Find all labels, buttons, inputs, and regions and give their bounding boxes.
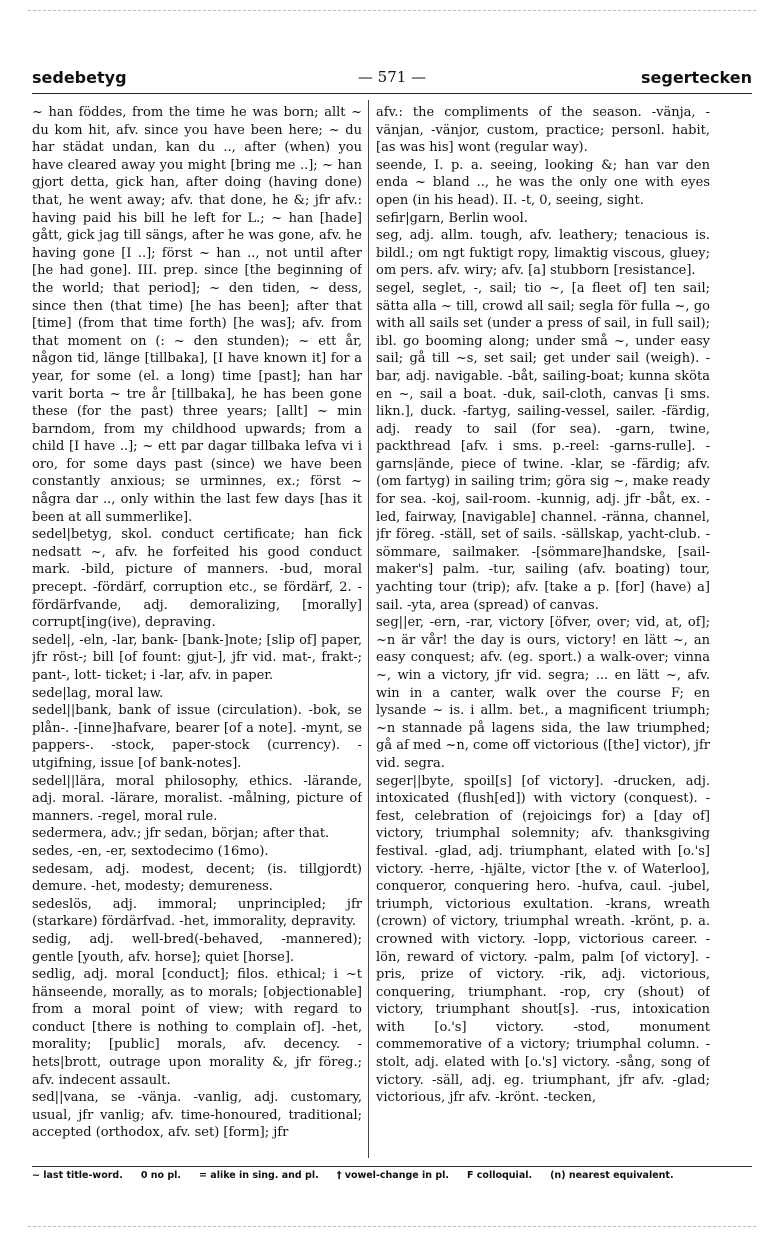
header-last-word: segertecken bbox=[640, 68, 752, 87]
entry-sefirgarn: sefir|garn, Berlin wool. bbox=[376, 210, 528, 226]
right-column bbox=[376, 104, 710, 1158]
header-rule bbox=[32, 93, 752, 94]
entry-segel: segel, seglet, -, sail; tio ~, [a fleet of] ten sail; sätta alla ~ till, crowd all sail; segla för fulla ~, go with all sails set (under a press of sail, in full sail); ibl. go booming along; under små ~, under easy sail; gå till ~s, set sail; get under sail (weigh). -bar, adj. navigable. -båt, sailing-boat; kunna sköta en ~, sail a boat. -duk, sail-cloth, canvas [i sms. likn.], duck. -fartyg, sailing-vessel, sailer. -färdig, adj. ready to sail (for sea). -garn, twine, packthread [afv. i sms. p.-reel: -garns-rulle]. -garns|ände, piece of twine. -klar, se -färdig; afv. (om fartyg) in sailing trim; göra sig ~, make ready for sea. -koj, sail-room. -kunnig, adj. jfr -båt, ex. -led, fairway, [navigable] channel. -ränna, channel, jfr föreg. -ställ, set of sails. -sällskap, yacht-club. -sömmare, sailmaker. -[sömmare]handske, [sail-maker's] palm. -tur, sailing (afv. boating) tour, yachting tour (trip); afv. [take a p. [for] (have) a] sail. -yta, area (spread) of canvas. bbox=[376, 280, 710, 613]
entry-sedlig: sedlig, adj. moral [conduct]; filos. ethical; i ~t hänseende, morally, as to morals; [objectionable] from a moral point of view; with regard to conduct [there is nothing to complain of]. -het, morality; [public] morals, afv. decency. -hets|brott, outrage upon morality &, jfr föreg.; afv. indecent assault. bbox=[32, 967, 362, 1088]
entry-sedebetyg: sedel|betyg, skol. conduct certificate; han fick nedsatt ~, afv. he forfeited his good conduct mark. -bild, picture of manners. -bud, moral precept. -fördärf, corruption etc., se fördärf, 2. -fördärfvande, adj. demoralizing, [morally] corrupt[ing(ive), depraving. bbox=[32, 527, 362, 631]
entry-sedes: sedes, -en, -er, sextodecimo (16mo). bbox=[32, 843, 269, 859]
entry-sedelara: sedel||lära, moral philosophy, ethics. -lärande, adj. moral. -lärare, moralist. -målning, picture of manners. -regel, moral rule. bbox=[32, 773, 362, 824]
key-nearest-equivalent: (n) nearest equivalent. bbox=[550, 1170, 674, 1181]
page-header bbox=[32, 68, 752, 92]
entry-seg: seg, adj. allm. tough, afv. leathery; tenacious is. bildl.; om ngt fuktigt ropy, limaktig viscous, gluey; om pers. afv. wiry; afv. [a] stubborn [resistance]. bbox=[376, 228, 710, 279]
entry-sedvana: sed||vana, se -vänja. -vanlig, adj. customary, usual, jfr vanlig; afv. time-honoured, traditional; accepted (orthodox, afv. set) [form]; jfr bbox=[32, 1090, 362, 1141]
entry-sedelag: sede|lag, moral law. bbox=[32, 685, 164, 701]
key-colloquial: F colloquial. bbox=[467, 1170, 533, 1181]
entry-sedig: sedig, adj. well-bred(-behaved, -mannered); gentle [youth, afv. horse]; quiet [horse]. bbox=[32, 931, 362, 965]
entry-sedvanja-continued: afv.: the compliments of the season. -vänja, -vänjan, -vänjor, custom, practice; personl. habit, [as was his] wont (regular way). bbox=[376, 105, 710, 156]
abbreviation-key bbox=[32, 1170, 752, 1181]
key-no-plural: 0 no pl. bbox=[140, 1170, 182, 1181]
entry-sedel: sedel|, -eln, -lar, bank- [bank-]note; [slip of] paper, jfr röst-; bill [of fount: gjut-], jfr vid. mat-, frakt-; pant-, lott- ticket; i -lar, afv. in paper. bbox=[32, 632, 362, 683]
header-first-word: sedebetyg bbox=[32, 68, 127, 87]
page-number: — 571 — bbox=[357, 68, 427, 86]
key-vowel-change: † vowel-change in pl. bbox=[336, 1170, 449, 1181]
top-edge-line bbox=[28, 10, 756, 11]
entry-seger: seg||er, -ern, -rar, victory [öfver, over; vid, at, of]; ~n är vår! the day is ours, victory! en lätt ~, an easy conquest; afv. (eg. sport.) a walk-over; vinna ~, win a victory, jfr vid. segra; ... en lätt ~, afv. win in a canter, walk over the course F; en lysande ~ is. i allm. bet., a magnificent triumph; ~n stannade på lagens sida, the law triumphed; gå af med ~n, come off victorious ([the] victor), jfr vid. segra. bbox=[376, 615, 710, 771]
column-divider bbox=[368, 100, 369, 1158]
entry-sedelbank: sedel||bank, bank of issue (circulation). -bok, se plån-. -[inne]hafvare, bearer [of a note]. -mynt, se pappers-. -stock, paper-stock (currency). -utgifning, issue [of bank-notes]. bbox=[32, 703, 362, 771]
bottom-edge-line bbox=[28, 1226, 756, 1227]
entry-sedan-continued: ~ han föddes, from the time he was born; allt ~ du kom hit, afv. since you have been here; ~ du har städat undan, kan du .., after (when) you have cleared away you might [bring me ..]; ~ han gjort detta, gick han, after doing (having done) that, he went away; afv. that done, he &; jfr afv.: having paid his bill he left for L.; ~ han [hade] gått, gick jag till sängs, after he was gone, afv. he having gone [I ..]; först ~ han .., not until after [he had gone]. III. prep. since [the beginning of the world; that period]; ~ den tiden, ~ dess, since then (that time) [he has been]; after that [time] (from that time forth) [he was]; afv. from that moment on (: ~ den stunden); ~ ett år, någon tid, länge [tillbaka], [I have known it] for a year, for some (el. a long) time [past]; han har varit borta ~ tre år [tillbaka], he has been gone these (for the past) three years; [allt] ~ min barndom, from my childhood upwards; from a child [I have ..]; ~ ett par dagar tillbaka lefva vi i oro, for some days past (since) we have been constantly anxious; se urminnes, ex.; först ~ några dar .., only within the last few days [has it been at all summerlike]. bbox=[32, 105, 362, 525]
footer-rule bbox=[32, 1166, 752, 1167]
entry-seende: seende, I. p. a. seeing, looking &; han var den enda ~ bland .., he was the only one with eyes open (in his head). II. -t, 0, seeing, sight. bbox=[376, 157, 710, 208]
key-alike: = alike in sing. and pl. bbox=[199, 1170, 319, 1181]
entry-sedermera: sedermera, adv.; jfr sedan, början; after that. bbox=[32, 826, 330, 842]
entry-sedesam: sedesam, adj. modest, decent; (is. tillgjordt) demure. -het, modesty; demureness. bbox=[32, 861, 362, 895]
entry-segerbyte: seger||byte, spoil[s] [of victory]. -drucken, adj. intoxicated (flush[ed]) with victory (conquest). -fest, celebration of (rejoicings for) a [day of] victory, triumphal solemnity; afv. thanksgiving festival. -glad, adj. triumphant, elated with [o.'s] victory. -herre, -hjälte, victor [the v. of Waterloo], conqueror, conquering hero. -hufva, caul. -jubel, triumph, victorious exultation. -krans, wreath (crown) of victory, triumphal wreath. -krönt, p. a. crowned with victory. -lopp, victorious career. -lön, reward of victory. -palm, palm [of victory]. -pris, prize of victory. -rik, adj. victorious, conquering, triumphant. -rop, cry (shout) of victory, triumphant shout[s]. -rus, intoxication with [o.'s] victory. -stod, monument commemorative of a victory; triumphal column. -stolt, adj. elated with [o.'s] victory. -sång, song of victory. -säll, adj. eg. triumphant, jfr afv. -glad; victorious, jfr afv. -krönt. -tecken, bbox=[376, 773, 710, 1106]
entry-sedeslos: sedeslös, adj. immoral; unprincipled; jfr (starkare) fördärfvad. -het, immorality, depravity. bbox=[32, 896, 362, 930]
left-column bbox=[32, 104, 362, 1158]
key-title-word: ~ last title-word. bbox=[32, 1170, 123, 1181]
